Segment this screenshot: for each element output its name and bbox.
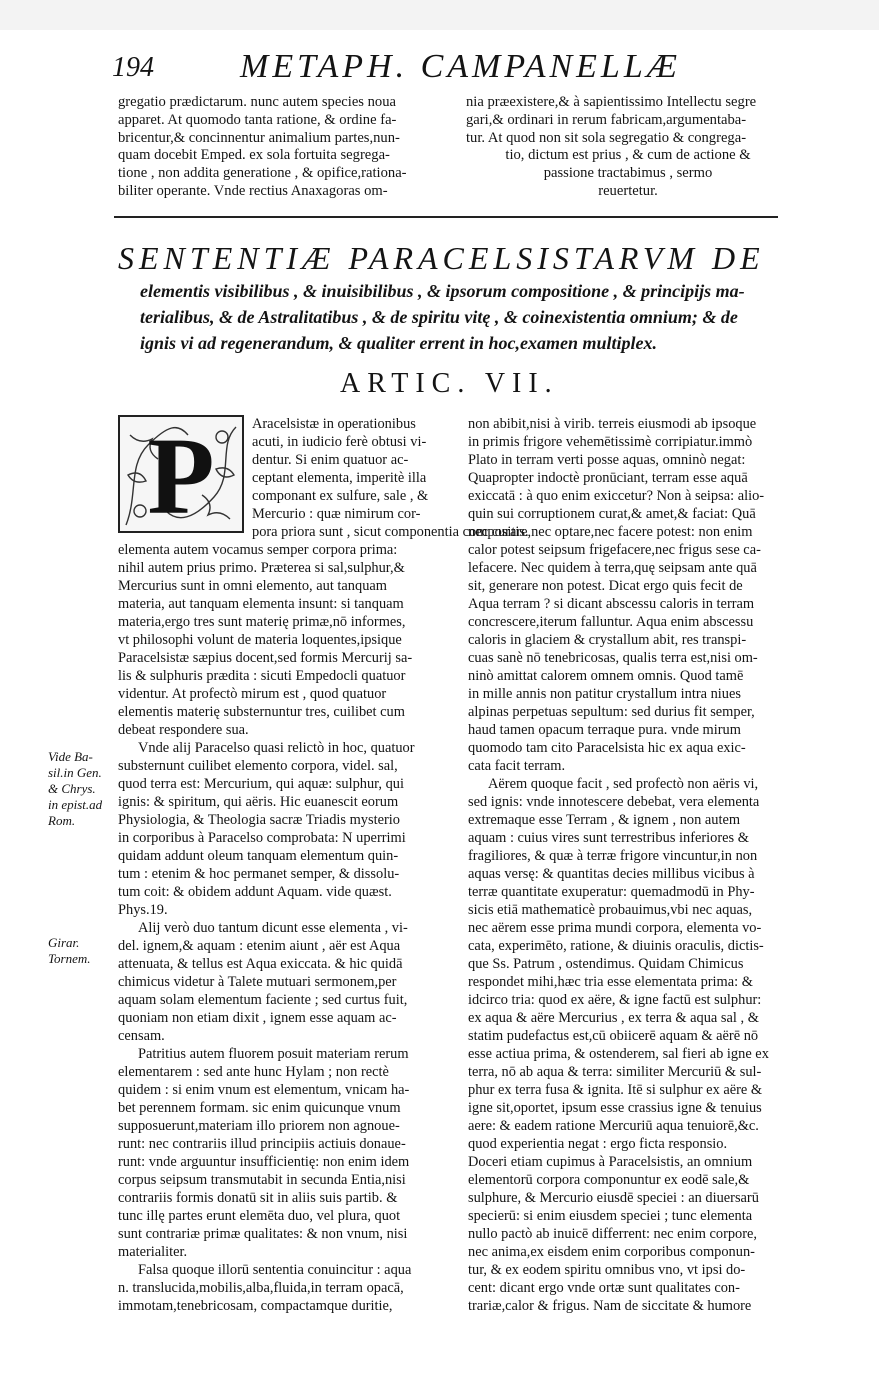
text-line: ignis: & spiritum, qui aëris. Hic euanescit eorum [118,794,399,810]
margin-note-line: Tornem. [48,951,91,966]
text-line: Aqua terram ? si dicant abscessu caloris in terram [468,596,755,612]
text-line: phur ex terra fusa & ignita. Itē si sulphur ex aëre & [468,1082,763,1098]
text-line: tione , non addita generatione , & opifice,rationa- [118,165,407,182]
text-line: terræ quantitate exuperatur: quemadmodū in Phy- [468,884,755,900]
top-left-column [118,94,446,201]
text-line: extremaque esse Terram , & ignem , non autem [468,812,741,828]
main-right-column [468,415,790,1315]
text-line: Paracelsistæ sæpius docent,sed formis Mercurij sa- [118,650,413,666]
text-line: quod terra est: Mercurium, qui aquæ: sulphur, qui [118,776,404,792]
margin-note-line: Rom. [48,813,76,828]
text-line: trariæ,calor & frigus. Nam de siccitate & humore [468,1298,752,1314]
text-line: Mercurio : quæ nimirum cor- [252,506,421,522]
text-line: ceptant elementa, imperitè illa [252,470,427,486]
text-line: ninò amittat calorem omnem omnis. Quod tamē [468,668,744,684]
text-line: quidem : si enim vnum est elementum, vnicam ha- [118,1082,410,1098]
text-line: vt philosophi volunt de materia loquentes,ipsique [118,632,402,648]
text-line: Aracelsistæ in operationibus [252,416,416,432]
text-line: gregatio prædictarum. nunc autem species noua [118,94,397,110]
text-line: immotam,tenebricosam, compactamque duritie, [118,1298,393,1314]
top-right-column [466,94,790,201]
text-line: quin sui corruptionem curat,& amet,& faciat: Quā [468,506,756,522]
text-line: nia præexistere,& à sapientissimo Intellectu segre [466,94,757,110]
text-line: cata, experimēto, ratione, & diuinis oraculis, dictis- [468,938,764,954]
text-line: componant ex sulfure, sale , & [252,488,429,504]
running-head: METAPH. CAMPANELLÆ [240,48,681,85]
text-line: exiccatā : à quo enim exiccetur? Non à seipsa: alio- [468,488,765,504]
text-line: pora priora sunt , sicut componentia compositis. [252,524,529,540]
text-line: nec curare,nec optare,nec facere potest: non enim [468,524,753,540]
subtitle-line: elementis visibilibus , & inuisibilibus , & ipsorum compositione , & principijs ma- [140,281,745,301]
text-line: nullo pactò ab inuicē differrent: nec enim corpore, [468,1226,758,1242]
text-line: Mercurius sunt in omni elemento, aut tanquam [118,578,387,594]
ornamental-drop-cap [118,415,244,537]
text-line: haud tamen opacum terraque pura. vnde mirum [468,722,741,738]
text-line: runt: vnde arguuntur insufficientię: non enim idem [118,1154,410,1170]
text-line: bricentur,& concinnentur animalium partes,nun- [118,129,400,146]
text-line: Quapropter indoctè pronūciant, terram esse aquā [468,470,748,486]
text-line: aere: & eadem ratione Mercuriū aqua tenuiorē,&c. [468,1118,759,1134]
text-line: debeat respondere sua. [118,722,249,738]
subtitle-line: terialibus, & de Astralitatibus , & de spiritu vitę , & coinexistentia omnium; & de [140,307,738,327]
text-line: que Ss. Patrum , ostendimus. Quidam Chimicus [468,956,744,972]
text-line: gari,& ordinari in rerum fabricam,argumentaba- [466,111,747,128]
margin-note-line: & Chrys. [48,781,96,796]
text-line: elementis materię substernuntur tres, cuilibet cum [118,704,405,720]
text-line: elementarem : sed ante hunc Hylam ; non rectè [118,1064,389,1080]
text-line: bet perennem formam. sic enim quicunque vnum [118,1100,401,1116]
text-line: calor potest seipsum frigefacere,nec frigus sese ca- [468,542,761,558]
text-line: contrariis formis donatū sit in aliis suis partib. & [118,1190,398,1206]
text-line: sunt contrariæ primæ qualitates: & non vnum, nisi [118,1226,408,1242]
text-line: nec anima,ex eisdem enim corporibus componun- [468,1244,755,1260]
text-line: materia,ergo tres sunt materię primæ,nō informes, [118,614,406,630]
text-line: tur, & ex eodem spiritu omnibus vno, vt ipsi do- [468,1262,746,1278]
margin-note-basil [48,749,114,829]
text-line: igne sit,oportet, ipsum esse crassius igne & tenuius [468,1100,762,1116]
text-line: cuas sanè nō tenebricosas, qualis terra est,nisi om- [468,650,758,666]
text-line: quoniam non etiam dixit , ignem esse aquam ac- [118,1010,397,1026]
text-line: fragiliores, & quæ à terræ frigore vincuntur,in non [468,848,758,864]
text-line: tio, dictum est prius , & cum de actione & [505,147,751,164]
text-line: idcirco tria: quod ex aëre, & igne factū est sulphur: [468,992,762,1008]
text-line: sicis etiā mathematicè probauimus,vbi nec aquas, [468,902,753,918]
page-header [112,48,812,90]
text-line: Aërem quoque facit , sed profectò non aëris vi, [488,776,759,792]
text-line: Plato in terram verti posse aquas, omninò negat: [468,452,746,468]
text-line: aquas versę: & quantitas decies millibus vicibus à [468,866,755,882]
text-line: cent: dicant ergo vnde ortæ sunt qualitates con- [468,1280,740,1296]
text-line: tum : etenim & hoc permanet semper, & dissolu- [118,866,400,882]
text-line: attenuata, & tellus est Aqua exiccata. & hic quidā [118,956,403,972]
text-line: Patritius autem fluorem posuit materiam rerum [138,1046,409,1062]
text-line: runt: nec contrariis illud principiis actiuis donaue- [118,1136,406,1152]
text-line: Doceri etiam cupimus à Paracelsistis, an omnium [468,1154,753,1170]
text-line: tur. At quod non sit sola segregatio & congrega- [466,129,747,146]
section-divider [114,216,778,218]
page-number: 194 [112,52,154,83]
text-line: Alij verò duo tantum dicunt esse elementa , vi- [138,920,408,936]
text-line: censam. [118,1028,165,1044]
text-line: elementorū corpora componuntur ex eodē sale,& [468,1172,750,1188]
text-line: sit, generare non potest. Dicat ergo quis fecit de [468,578,743,594]
text-line: in primis frigore vehemētissimè corripiatur.immò [468,434,753,450]
text-line: n. translucida,mobilis,alba,fluida,in terram opacā, [118,1280,404,1296]
page-top-edge [0,0,879,30]
text-line: sulphure, & Mercurio eiusdē speciei : an diuersarū [468,1190,759,1206]
text-line: aquam solam elementum faciente ; sed curtus fuit, [118,992,408,1008]
text-line: Physiologia, & Theologia sacræ Triadis mysterio [118,812,400,828]
drop-cap-letter: P [147,415,215,537]
text-line: supposuerunt,materiam illo priorem non agnoue- [118,1118,400,1134]
margin-note-line: sil.in Gen. [48,765,102,780]
text-line: nihil autem prius primo. Præterea si sal,sulphur,& [118,560,405,576]
text-line: chimicus videtur à Talete mutuari sermonem,per [118,974,397,990]
text-line: in mille annis non patitur crystallum intra niues [468,686,741,702]
text-line: reuertetur. [598,182,658,199]
text-line: quod experientia negat : ergo ficta responsio. [468,1136,728,1152]
text-line: substernunt cuilibet elemento corpora, videl. sal, [118,758,398,774]
text-line: ex aqua & aëre Mercurius , ex terra & aqua sal , & [468,1010,759,1026]
text-line: cata facit terram. [468,758,566,774]
text-line: caloris in glaciem & crystallum abit, res transpi- [468,632,747,648]
text-line: Falsa quoque illorū sententia conuincitur : aqua [138,1262,412,1278]
text-line: quidam addunt oleum tanquam elementum quin- [118,848,399,864]
text-line: non abibit,nisi à virib. terreis eiusmodi ab ipsoque [468,416,757,432]
text-line: alpinas perpetuas sepultum: sed durius fit semper, [468,704,755,720]
text-line: Vnde alij Paracelso quasi relictò in hoc, quatuor [138,740,415,756]
text-line: in corporibus à Paracelso comprobata: N uperrimi [118,830,406,846]
text-line: passione tractabimus , sermo [543,165,713,182]
margin-note-line: Vide Ba- [48,749,93,764]
text-line: corpus seipsum transmutabit in secunda Entia,nisi [118,1172,406,1188]
text-line: concrescere,iterum falluntur. Aqua enim abscessu [468,614,754,630]
text-line: acuti, in iudicio ferè obtusi vi- [252,434,427,450]
text-line: lefacere. Nec quidem à terra,quę seipsam ante quā [468,560,757,576]
text-line: specierū: si enim eiusdem speciei ; tunc elementa [468,1208,753,1224]
text-line: quam docebit Emped. ex sola fortuita segrega- [118,147,390,164]
text-line: tum coit: & obidem addunt Aquam. vide quæst. [118,884,392,900]
text-line: apparet. At quomodo tanta ratione, & ordine fa- [118,111,397,128]
section-title: SENTENTIÆ PARACELSISTARVM DE [118,240,765,276]
text-line: elementa autem vocamus semper corpora prima: [118,542,398,558]
text-line: terra, nō ab aqua & terra: similiter Mercuriū & sul- [468,1064,762,1080]
text-line: materialiter. [118,1244,188,1260]
margin-note-girar [48,935,114,967]
text-line: del. ignem,& aquam : etenim aiunt , aër est Aqua [118,938,401,954]
margin-note-line: in epist.ad [48,797,103,812]
article-heading: ARTIC. VII. [340,368,559,399]
text-line: Phys.19. [118,902,168,918]
text-line: aquam : cuius vires sunt terrestribus inferiores & [468,830,749,846]
text-line: quomodo tam cito Paracelsista hic ex aqua exic- [468,740,746,756]
text-line: biliter operante. Vnde rectius Anaxagoras om- [118,182,388,199]
text-line: lis & sulphuris prædita : sicuti Empedocli quatuor [118,668,406,684]
margin-note-line: Girar. [48,935,80,950]
text-line: videntur. At profectò mirum est , quod quatuor [118,686,387,702]
text-line: sed ignis: vnde innotescere debebat, vera elementa [468,794,760,810]
text-line: nec aërem esse prima mundi corpora, elementa vo- [468,920,762,936]
section-subtitle [140,278,800,356]
text-line: dentur. Si enim quatuor ac- [252,452,409,468]
text-line: respondet mihi,hæc tria esse elementata prima: & [468,974,753,990]
text-line: statim pudefactus est,cū obiicerē aquam & aërē nō [468,1028,759,1044]
text-line: esse actiua prima, & ostenderem, sal fieri ab igne ex [468,1046,769,1062]
subtitle-line: ignis vi ad regenerandum, & qualiter errent in hoc,examen multiplex. [140,333,658,353]
text-line: tunc illę partes erunt elemēta duo, vel plura, quot [118,1208,401,1224]
text-line: materia, aut tanquam elementa insunt: si tanquam [118,596,404,612]
